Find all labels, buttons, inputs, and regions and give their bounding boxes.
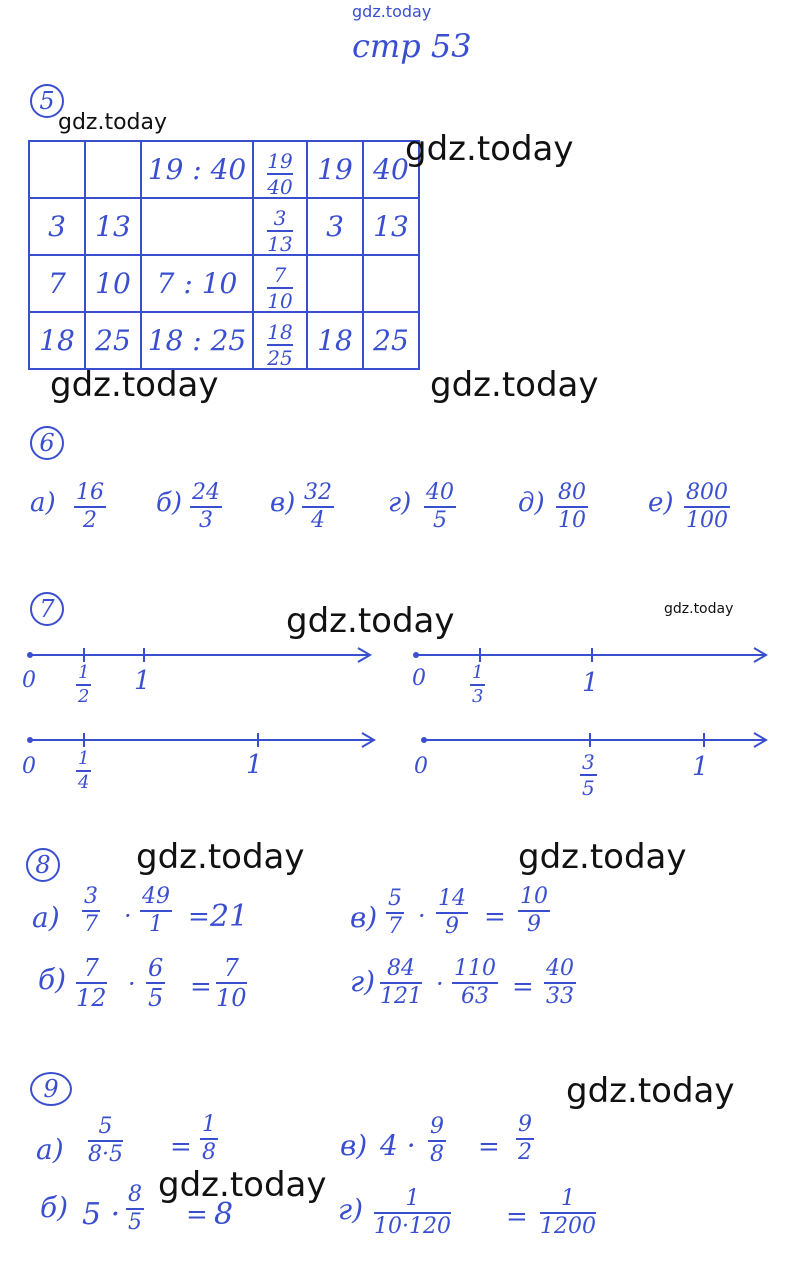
fraction [516,1114,534,1164]
fraction-denominator: 2 [518,1140,532,1165]
exercise-9-number: 9 [30,1072,72,1106]
fraction-denominator: 121 [380,984,422,1009]
fraction-numerator: 40 [426,480,454,505]
table-cell: 3 [307,198,363,255]
fraction-numerator: 6 [148,954,164,982]
watermark: gdz.today [405,129,574,169]
fraction [88,1116,123,1166]
fraction-numerator: 9 [518,1112,532,1137]
watermark: gdz.today [58,110,168,135]
table-row [29,255,419,312]
fraction-numerator: 14 [438,886,466,911]
table-cell: 10 [85,255,141,312]
fraction [518,886,550,936]
exercise-8-number: 8 [26,848,60,882]
watermark: gdz.today [158,1165,327,1205]
fraction-denominator: 12 [76,984,107,1012]
fraction [540,1188,596,1238]
fraction-numerator: 3 [273,206,287,230]
equals-sign: = [478,1132,500,1162]
zero-label: 0 [414,754,428,779]
table-cell: 25 [363,312,419,369]
fraction-denominator: 25 [267,346,293,370]
multiply-dot: · [436,970,444,998]
result: 8 [214,1197,234,1232]
fraction-numerator: 3 [582,750,595,774]
table-row [29,198,419,255]
fraction-numerator: 84 [387,956,415,981]
exercise-7-number: 7 [30,592,64,626]
fraction-denominator: 5 [433,508,447,533]
fraction-numerator: 3 [84,884,98,909]
fraction-numerator: 7 [273,263,287,287]
item-label: в) [270,488,296,518]
zero-label: 0 [412,666,426,691]
table-cell [85,141,141,198]
fraction-denominator: 4 [311,508,325,533]
watermark: gdz.today [136,837,305,877]
equals-sign: = [190,972,212,1002]
table-cell: 13 [363,198,419,255]
number-line [420,730,772,750]
fraction-numerator: 1 [405,1186,420,1211]
fraction-numerator: 32 [304,480,332,505]
multiply-dot: · [128,970,136,998]
exercise-5-number: 5 [30,84,64,118]
watermark: gdz.today [518,837,687,877]
item-label: а) [30,488,56,518]
item-label: г) [338,1193,364,1226]
table-cell [29,141,85,198]
fraction-denominator: 8 [430,1142,444,1167]
table-row [29,141,419,198]
fraction-denominator: 4 [78,772,90,793]
equals-sign: = [506,1202,528,1232]
fraction-numerator: 80 [558,480,586,505]
watermark: gdz.today [50,365,219,405]
fraction-denominator: 9 [445,914,459,939]
fraction-denominator: 7 [84,912,98,937]
table-cell: 18 : 25 [141,312,253,369]
item-label: в) [350,901,378,934]
table-cell: 19 [307,141,363,198]
table-cell: 18 [29,312,85,369]
item-label: е) [648,488,674,518]
ratio-table [28,140,420,370]
table-cell [363,255,419,312]
tick-fraction [76,750,91,792]
fraction-numerator: 1 [561,1186,575,1211]
multiply-dot: · [418,902,426,930]
tick-fraction [580,752,597,798]
one-label: 1 [134,666,151,696]
equals-sign: = [484,902,506,932]
fraction-denominator: 13 [267,232,293,256]
equals-sign: = [186,1200,208,1230]
tick-fraction [76,664,91,706]
table-cell: 18 [307,312,363,369]
fraction [216,956,247,1010]
multiply-dot: · [124,902,132,930]
fraction-numerator: 5 [388,886,402,911]
item-label: г) [388,488,412,518]
fraction-denominator: 1200 [540,1214,596,1239]
fraction [436,888,468,938]
fraction-denominator: 3 [472,686,484,707]
fraction [544,958,576,1008]
fraction-denominator: 10·120 [374,1214,451,1239]
fraction [386,888,404,938]
table-cell: 13 [85,198,141,255]
fraction-numerator: 40 [546,956,574,981]
table-cell [253,141,307,198]
fraction-numerator: 16 [76,480,104,505]
fraction-numerator: 18 [267,320,293,344]
fraction-denominator: 7 [388,914,402,939]
fraction-numerator: 8 [128,1182,142,1207]
fraction-denominator: 10 [216,984,247,1012]
one-label: 1 [246,750,263,780]
fraction-numerator: 1 [78,748,90,769]
item-label: г) [350,965,376,998]
fraction [684,482,730,532]
item-label: в) [340,1129,368,1162]
fraction-denominator: 10 [267,289,293,313]
table-cell: 25 [85,312,141,369]
fraction-denominator: 2 [78,686,90,707]
fraction [82,886,100,936]
item-label: а) [32,901,60,934]
fraction-denominator: 63 [461,984,489,1009]
item-label: б) [156,488,183,518]
fraction-numerator: 800 [686,480,728,505]
fraction [74,482,106,532]
fraction [302,482,334,532]
fraction [428,1116,446,1166]
fraction [126,1184,144,1234]
fraction-numerator: 110 [454,956,496,981]
header-watermark: gdz.today [352,2,432,21]
equals-sign: = [188,902,210,932]
fraction-numerator: 9 [430,1114,444,1139]
fraction-denominator: 1 [149,912,163,937]
fraction-denominator: 100 [686,508,728,533]
exercise-6-number: 6 [30,426,64,460]
fraction-denominator: 5 [128,1210,142,1235]
item-label: б) [38,963,67,996]
number-line [412,645,772,665]
table-cell [253,312,307,369]
page-label: стр 53 [352,27,472,65]
zero-label: 0 [22,668,36,693]
fraction-denominator: 40 [267,175,293,199]
fraction-denominator: 10 [558,508,586,533]
fraction-denominator: 8·5 [88,1142,123,1167]
fraction [380,958,422,1008]
one-label: 1 [582,668,599,698]
table-cell [141,198,253,255]
fraction-numerator: 19 [267,149,293,173]
item-label: б) [40,1191,69,1224]
equals-sign: = [170,1132,192,1162]
table-cell [253,255,307,312]
fraction-numerator: 49 [142,884,170,909]
table-cell: 40 [363,141,419,198]
watermark: gdz.today [664,601,734,617]
table-cell: 7 : 10 [141,255,253,312]
multiplier: 5 · [82,1197,121,1232]
table-cell: 19 : 40 [141,141,253,198]
fraction-numerator: 1 [472,662,484,683]
fraction [452,958,498,1008]
multiplier: 4 · [380,1129,416,1162]
equals-sign: = [512,972,534,1002]
fraction-denominator: 9 [527,912,541,937]
fraction [76,956,107,1010]
fraction-denominator: 5 [582,776,595,800]
fraction-denominator: 33 [546,984,574,1009]
number-line [26,730,380,750]
table-cell: 3 [29,198,85,255]
fraction-numerator: 7 [223,954,239,982]
fraction-numerator: 24 [192,480,220,505]
table-row [29,312,419,369]
watermark: gdz.today [430,365,599,405]
fraction [556,482,588,532]
item-label: д) [518,488,545,518]
fraction-numerator: 10 [520,884,548,909]
fraction-denominator: 2 [83,508,97,533]
fraction-denominator: 8 [202,1140,216,1165]
table-cell [307,255,363,312]
fraction-numerator: 1 [78,662,90,683]
fraction [424,482,456,532]
table-cell [253,198,307,255]
fraction-numerator: 1 [202,1112,216,1137]
watermark: gdz.today [286,601,455,641]
tick-fraction [470,664,485,706]
fraction-denominator: 3 [199,508,213,533]
watermark [664,1240,669,1241]
fraction [140,886,172,936]
fraction [190,482,222,532]
fraction-numerator: 7 [83,954,99,982]
fraction [200,1114,218,1164]
fraction-numerator: 5 [98,1114,113,1139]
result: 21 [210,899,249,934]
item-label: а) [36,1133,64,1166]
watermark: gdz.today [566,1071,735,1111]
fraction-denominator: 5 [148,984,164,1012]
fraction [146,956,165,1010]
zero-label: 0 [22,754,36,779]
table-cell: 7 [29,255,85,312]
fraction [374,1188,451,1238]
one-label: 1 [692,752,709,782]
